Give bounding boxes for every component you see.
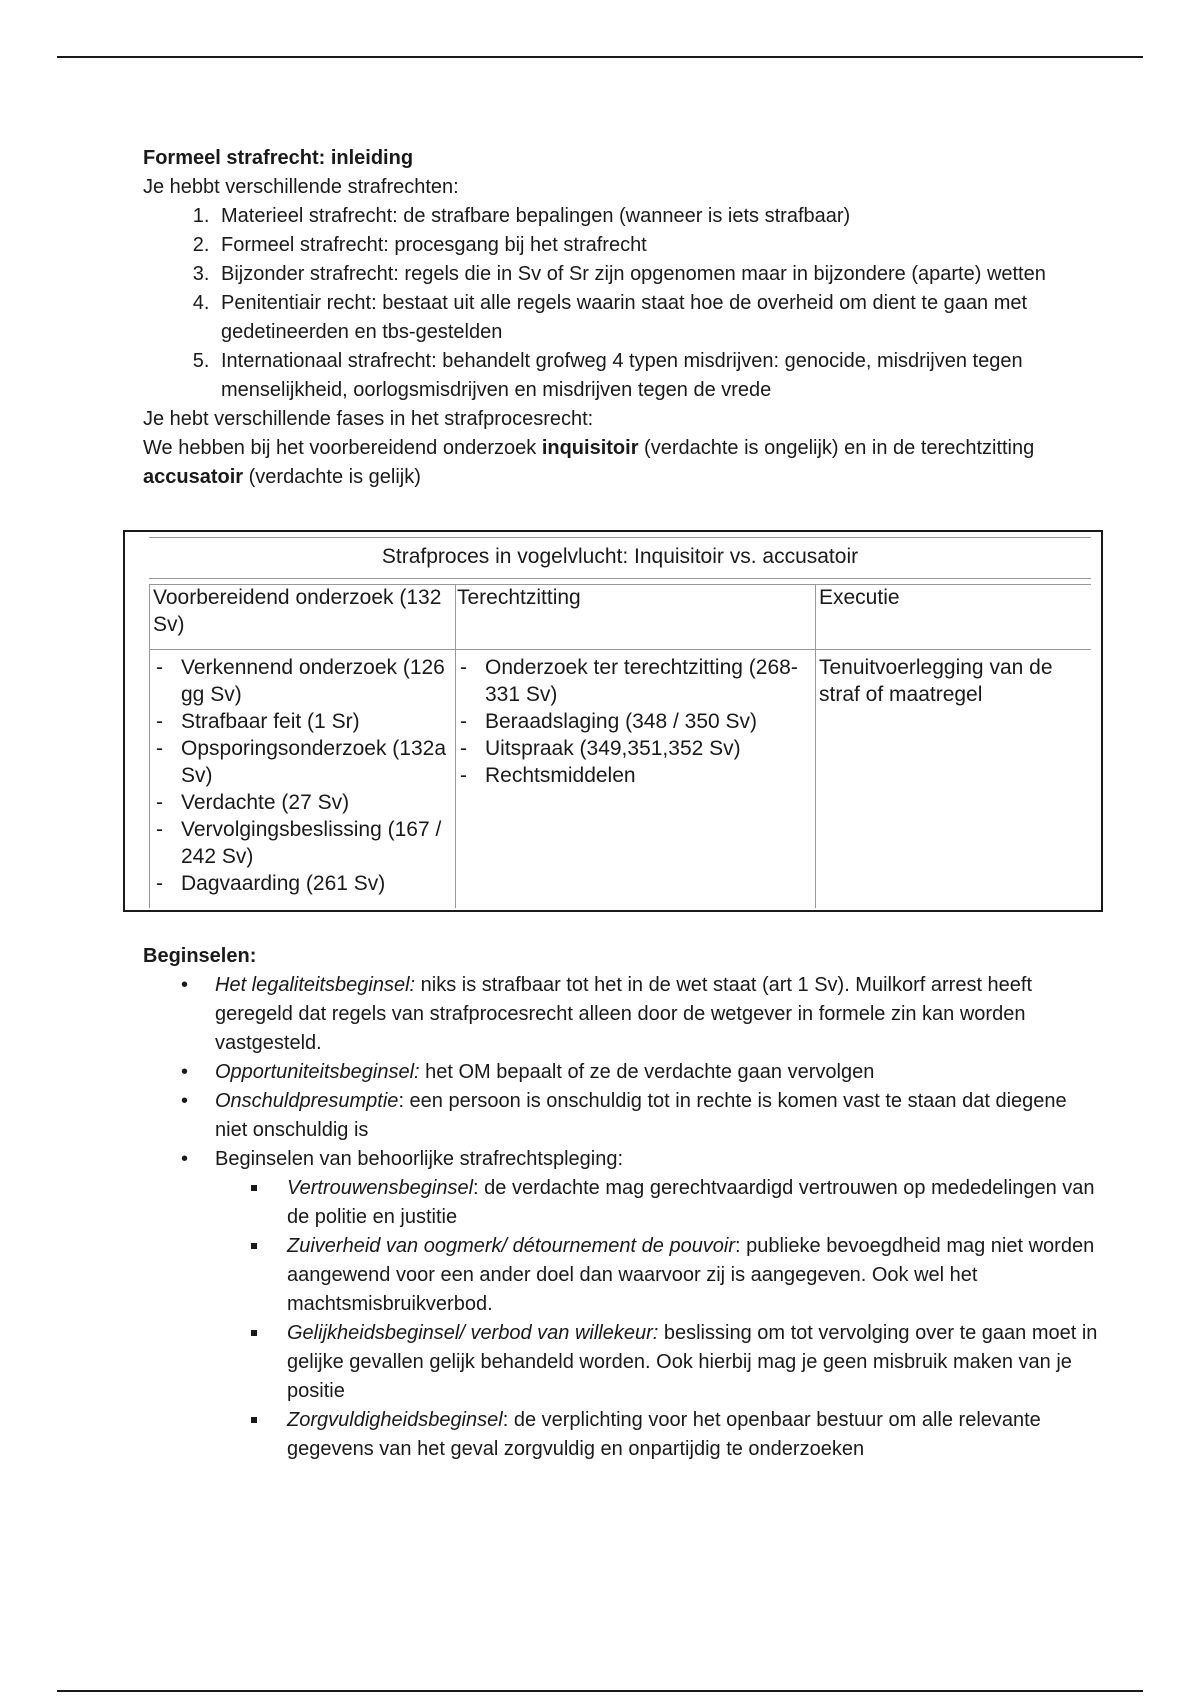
- list-item: 5. Internationaal strafrecht: behandelt grofweg 4 typen misdrijven: genocide, misdrijven tegen menselijkheid, oorlogsmisdrijven en misdrijven tegen de vrede: [215, 347, 1103, 405]
- principle-term: Zorgvuldigheidsbeginsel: [287, 1409, 503, 1431]
- list-item: - Rechtsmiddelen: [457, 762, 812, 789]
- header-rule: [57, 56, 1143, 58]
- principle-term: Onschuldpresumptie: [215, 1090, 399, 1112]
- column-list: [153, 654, 453, 897]
- list-item: [287, 1406, 1103, 1464]
- list-item: - Strafbaar feit (1 Sr): [153, 708, 453, 735]
- list-item: [215, 1058, 1103, 1087]
- principle-term: Gelijkheidsbeginsel/ verbod van willekeur:: [287, 1322, 659, 1344]
- principle-term: Opportuniteitsbeginsel:: [215, 1061, 420, 1083]
- list-item: [215, 971, 1103, 1058]
- principle-text: : publieke bevoegdheid mag niet worden aangewend voor een ander doel dan waarvoor zij is aangegeven. Ook wel het machtsmisbruikverbod.: [287, 1235, 1095, 1315]
- list-item: [287, 1174, 1103, 1232]
- intro-lead: Je hebbt verschillende strafrechten:: [143, 176, 459, 198]
- list-item: [287, 1319, 1103, 1406]
- table-divider: [455, 584, 456, 908]
- principle-term: Zuiverheid van oogmerk/ détournement de pouvoir: [287, 1235, 736, 1257]
- list-item: 3. Bijzonder strafrecht: regels die in Sv of Sr zijn opgenomen maar in bijzondere (aparte) wetten: [215, 260, 1103, 289]
- list-item: - Dagvaarding (261 Sv): [153, 870, 453, 897]
- list-item: - Opsporingsonderzoek (132a Sv): [153, 735, 453, 789]
- list-item: 2. Formeel strafrecht: procesgang bij het strafrecht: [215, 231, 1103, 260]
- phases-line: Je hebt verschillende fases in het strafprocesrecht:: [143, 408, 594, 430]
- table-divider: [815, 584, 816, 908]
- list-item: [215, 1087, 1103, 1145]
- intro-section: [143, 144, 1103, 492]
- principle-term: Het legaliteitsbeginsel:: [215, 974, 416, 996]
- table-title: Strafproces in vogelvlucht: Inquisitoir vs. accusatoir: [149, 537, 1091, 579]
- list-item: - Verdachte (27 Sv): [153, 789, 453, 816]
- column-header: Executie: [819, 586, 900, 609]
- sub-principles-list: [215, 1174, 1103, 1464]
- list-item: - Beraadslaging (348 / 350 Sv): [457, 708, 812, 735]
- principle-text: niks is strafbaar tot het in de wet staat (art 1 Sv). Muilkorf arrest heeft geregeld dat regels van strafprocesrecht alleen door de wetgever in formele zin kan worden vastgesteld.: [215, 974, 1033, 1054]
- column-execution: [819, 584, 1091, 708]
- principle-text: Beginselen van behoorlijke strafrechtspleging:: [215, 1148, 624, 1170]
- principle-term: Vertrouwensbeginsel: [287, 1177, 474, 1199]
- principle-text: : een persoon is onschuldig tot in rechte is komen vast te staan dat diegene niet onschuldig is: [215, 1090, 1067, 1141]
- column-trial: [457, 584, 812, 789]
- column-header: Terechtzitting: [457, 586, 581, 609]
- sentence-part: (verdachte is ongelijk) en in de terechtzitting: [638, 437, 1035, 459]
- term-inquisitoir: inquisitoir: [541, 437, 639, 459]
- table-divider: [149, 584, 150, 908]
- principle-text: beslissing om tot vervolging over te gaan moet in gelijke gevallen gelijk behandeld worden. Ook hierbij mag je geen misbruik maken van je positie: [287, 1322, 1098, 1402]
- list-item: [287, 1232, 1103, 1319]
- section-title: Formeel strafrecht: inleiding: [143, 147, 414, 169]
- principle-text: : de verplichting voor het openbaar bestuur om alle relevante gegevens van het geval zorgvuldig en onpartijdig te onderzoeken: [287, 1409, 1041, 1460]
- list-item: 4. Penitentiair recht: bestaat uit alle regels waarin staat hoe de overheid om dient te gaan met gedetineerden en tbs-gestelden: [215, 289, 1103, 347]
- principle-text: : de verdachte mag gerechtvaardigd vertrouwen op mededelingen van de politie en justitie: [287, 1177, 1095, 1228]
- term-accusatoir: accusatoir: [143, 466, 244, 488]
- principles-list: [143, 971, 1103, 1464]
- process-table: [123, 530, 1103, 912]
- list-item: 1. Materieel strafrecht: de strafbare bepalingen (wanneer is iets strafbaar): [215, 202, 1103, 231]
- list-item: [215, 1145, 1103, 1464]
- list-item: - Verkennend onderzoek (126 gg Sv): [153, 654, 453, 708]
- list-item: - Onderzoek ter terechtzitting (268-331 Sv): [457, 654, 812, 708]
- column-preliminary: [153, 584, 453, 897]
- column-text: Tenuitvoerlegging van de straf of maatregel: [819, 656, 1053, 706]
- inquisitoir-sentence: [143, 434, 1103, 492]
- principle-text: het OM bepaalt of ze de verdachte gaan vervolgen: [419, 1061, 875, 1083]
- law-types-list: [143, 202, 1103, 405]
- list-item: - Uitspraak (349,351,352 Sv): [457, 735, 812, 762]
- principles-title: Beginselen:: [143, 945, 257, 967]
- sentence-part: (verdachte is gelijk): [243, 466, 421, 488]
- footer-rule: [57, 1690, 1143, 1692]
- column-list: [457, 654, 812, 789]
- sentence-part: We hebben bij het voorbereidend onderzoek: [143, 437, 542, 459]
- principles-section: [143, 942, 1103, 1464]
- list-item: - Vervolgingsbeslissing (167 / 242 Sv): [153, 816, 453, 870]
- column-header: Voorbereidend onderzoek (132 Sv): [153, 586, 442, 636]
